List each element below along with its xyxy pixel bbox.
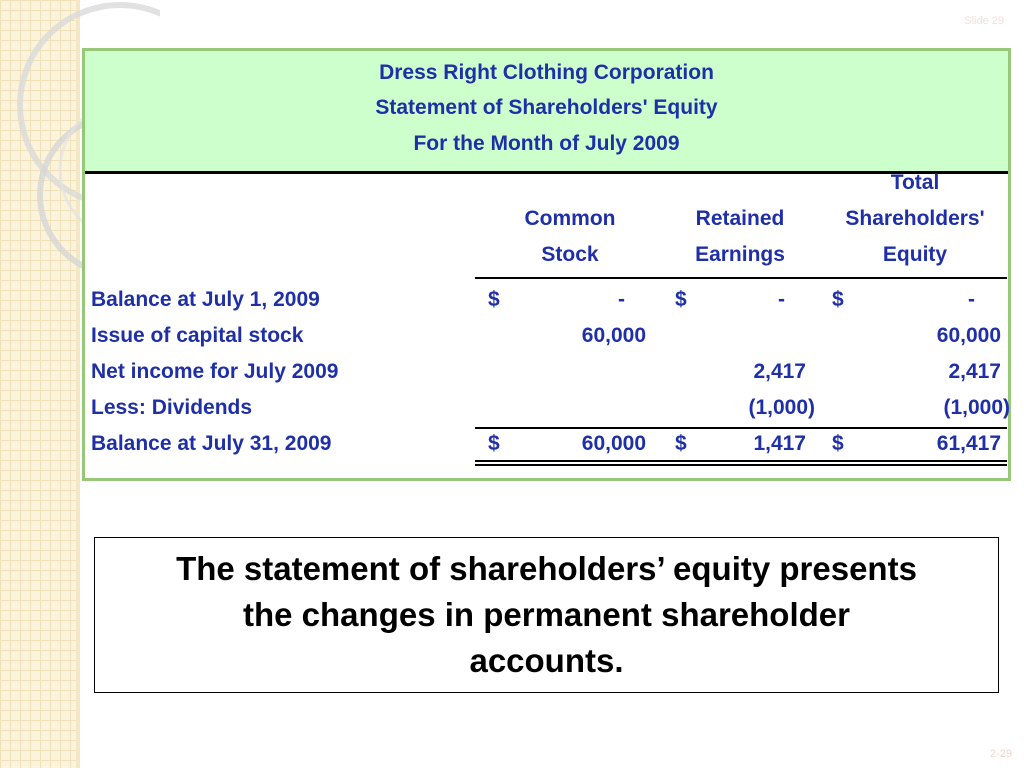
cell-common: 60,000	[581, 432, 646, 455]
row-label: Less: Dividends	[91, 396, 253, 419]
dollar-sign: $	[488, 288, 500, 311]
statement-table	[82, 48, 1011, 481]
col-common-line2: Stock	[541, 243, 599, 266]
col-total-line1: Total	[890, 171, 940, 194]
col-retained-line2: Earnings	[695, 243, 785, 266]
dollar-sign: $	[488, 432, 500, 455]
dollar-sign: $	[675, 432, 687, 455]
cell-retained: 2,417	[753, 360, 806, 383]
dollar-sign: $	[675, 288, 687, 311]
caption-text: The statement of shareholders’ equity presents the changes in permanent shareholder accounts.	[176, 550, 917, 679]
slide-label: Slide 29	[964, 15, 1004, 27]
cell-retained: 1,417	[753, 432, 806, 455]
cell-total: -	[968, 288, 975, 311]
caption-box	[94, 537, 999, 693]
row-label: Net income for July 2009	[91, 360, 339, 383]
col-retained-line1: Retained	[695, 207, 785, 230]
statement-header	[85, 51, 1008, 174]
cell-common: -	[618, 288, 625, 311]
col-total-line3: Equity	[882, 243, 948, 266]
dollar-sign: $	[832, 288, 844, 311]
company-name: Dress Right Clothing Corporation	[379, 61, 714, 84]
cell-retained: -	[778, 288, 785, 311]
row-label: Balance at July 1, 2009	[91, 288, 320, 311]
total-double-rule	[475, 460, 1007, 466]
cell-total: 61,417	[936, 432, 1001, 455]
cell-retained: (1,000)	[748, 396, 815, 419]
col-common-line1: Common	[524, 207, 616, 230]
cell-total: 2,417	[948, 360, 1001, 383]
cell-common: 60,000	[581, 324, 646, 347]
dollar-sign: $	[832, 432, 844, 455]
cell-total: 60,000	[936, 324, 1001, 347]
row-label: Balance at July 31, 2009	[91, 432, 332, 455]
col-total-line2: Shareholders'	[845, 207, 985, 230]
cell-total: (1,000)	[943, 396, 1010, 419]
header-rule	[475, 277, 1007, 279]
statement-period: For the Month of July 2009	[413, 132, 680, 155]
page-number: 2-29	[989, 748, 1012, 760]
subtotal-rule	[475, 427, 1007, 429]
row-label: Issue of capital stock	[91, 324, 304, 347]
statement-title: Statement of Shareholders' Equity	[375, 96, 718, 119]
